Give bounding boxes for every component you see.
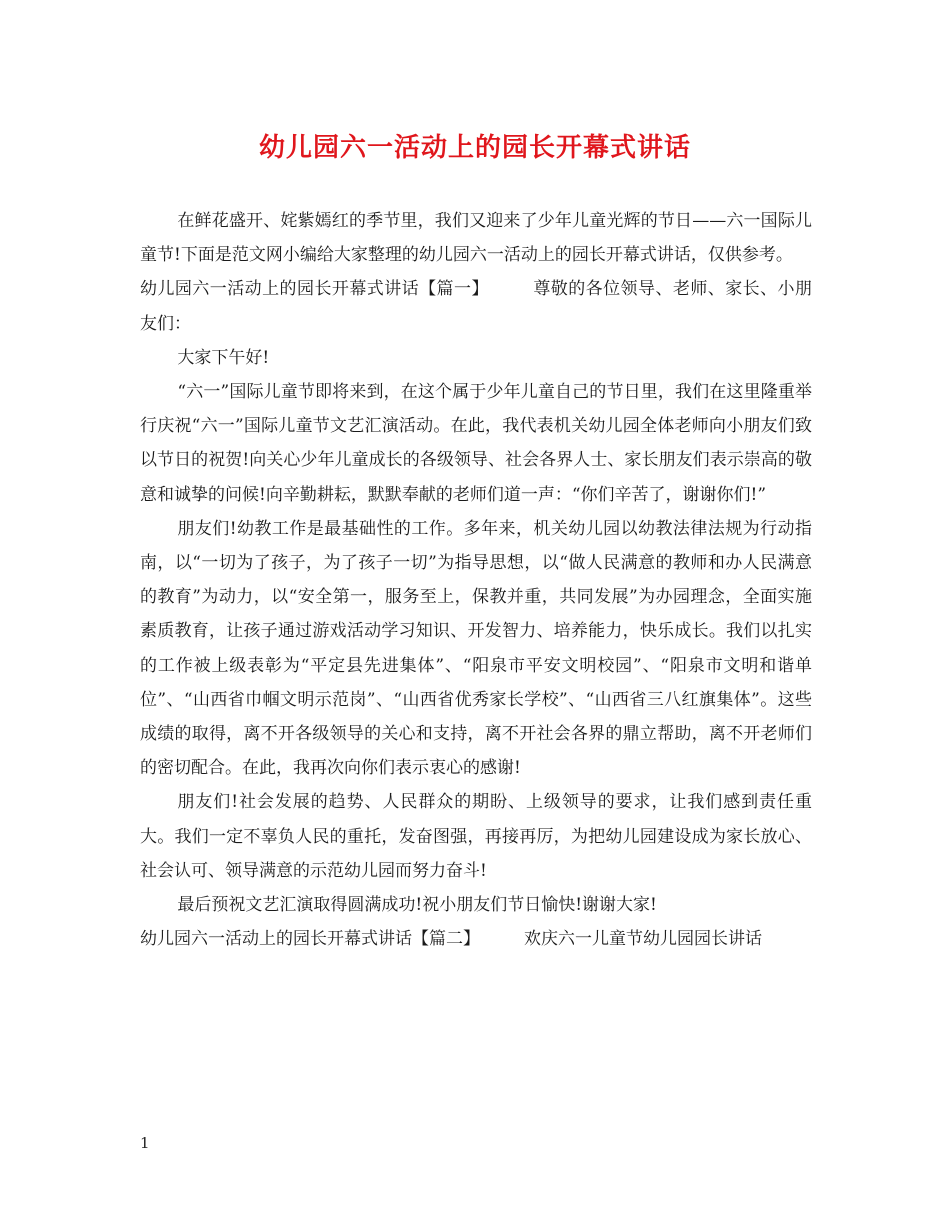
section-one-line — [140, 272, 812, 340]
speech-paragraph-3: 朋友们!社会发展的趋势、人民群众的期盼、上级领导的要求，让我们感到责任重大。我们一定不辜负人民的重托，发奋图强，再接再厉，为把幼儿园建设成为家长放心、社会认可、领导满意的示范幼儿园而努力奋斗! — [140, 792, 812, 881]
speech-paragraph-1: “六一”国际儿童节即将来到，在这个属于少年儿童自己的节日里，我们在这里隆重举行庆祝“六一”国际儿童节文艺汇演活动。在此，我代表机关幼儿园全体老师向小朋友们致以节日的祝贺!向关心少年儿童成长的各级领导、社会各界人士、家长朋友们表示崇高的敬意和诚挚的问候!向辛勤耕耘，默默奉献的老师们道一声：“你们辛苦了，谢谢你们!” — [140, 382, 812, 505]
speech-paragraph-4: 最后预祝文艺汇演取得圆满成功!祝小朋友们节日愉快!谢谢大家! — [177, 895, 657, 916]
section-two-heading: 幼儿园六一活动上的园长开幕式讲话【篇二】 — [140, 929, 480, 950]
document-body — [140, 204, 812, 956]
section-two-subtitle: 欢庆六一儿童节幼儿园园长讲话 — [524, 929, 762, 950]
intro-paragraph: 在鲜花盛开、姹紫嫣红的季节里，我们又迎来了少年儿童光辉的节日——六一国际儿童节!下面是范文网小编给大家整理的幼儿园六一活动上的园长开幕式讲话，仅供参考。 — [140, 211, 812, 266]
section-two-line — [140, 922, 812, 956]
section-one-salutation: 尊敬的各位领导、老师、家长、小朋友们： — [140, 279, 813, 334]
greeting-paragraph: 大家下午好! — [177, 347, 270, 368]
section-one-heading: 幼儿园六一活动上的园长开幕式讲话【篇一】 — [140, 279, 489, 300]
speech-paragraph-2: 朋友们!幼教工作是最基础性的工作。多年来，机关幼儿园以幼教法律法规为行动指南，以“一切为了孩子，为了孩子一切”为指导思想，以“做人民满意的教师和办人民满意的教育”为动力，以“安全第一，服务至上，保教并重，共同发展”为办园理念，全面实施素质教育，让孩子通过游戏活动学习知识、开发智力、培养能力，快乐成长。我们以扎实的工作被上级表彰为“平定县先进集体”、“阳泉市平安文明校园”、“阳泉市文明和谐单位”、“山西省巾帼文明示范岗”、“山西省优秀家长学校”、“山西省三八红旗集体”。这些成绩的取得，离不开各级领导的关心和支持，离不开社会各界的鼎立帮助，离不开老师们的密切配合。在此，我再次向你们表示衷心的感谢! — [140, 518, 812, 779]
page-number: 1 — [140, 1134, 150, 1152]
document-title: 幼儿园六一活动上的园长开幕式讲话 — [258, 133, 691, 163]
